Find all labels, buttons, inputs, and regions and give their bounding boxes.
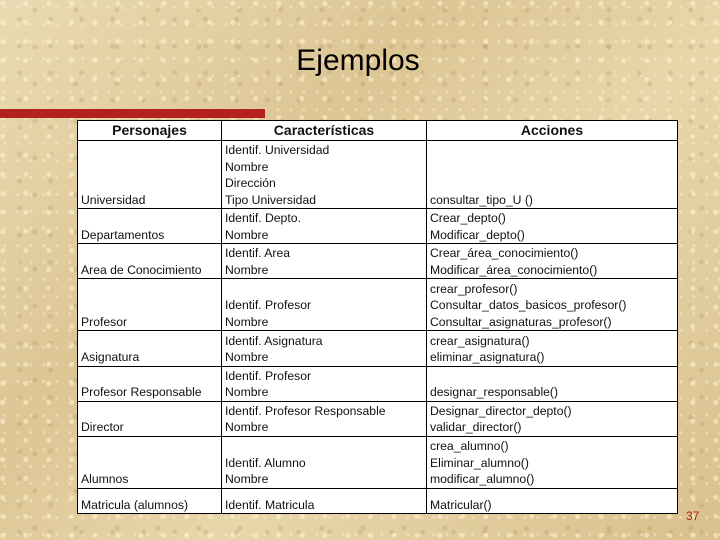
caracteristicas-cell: [222, 279, 427, 331]
accion-line: crea_alumno(): [430, 439, 509, 454]
caracteristicas-cell: [222, 436, 427, 488]
accion-line: Eliminar_alumno(): [430, 455, 529, 470]
header-personajes: Personajes: [78, 121, 222, 141]
examples-table: [77, 120, 678, 514]
caracteristica-line: Nombre: [225, 262, 269, 277]
table-row: [78, 331, 678, 366]
caracteristica-line: Identif. Alumno: [225, 455, 306, 470]
caracteristicas-cell: [222, 141, 427, 209]
caracteristicas-cell: [222, 488, 427, 513]
accion-line: crear_asignatura(): [430, 333, 530, 348]
caracteristica-line: Identif. Profesor: [225, 368, 312, 383]
caracteristica-line: Tipo Universidad: [225, 192, 316, 207]
accion-line: Matricular(): [430, 497, 492, 512]
caracteristica-line: Identif. Matricula: [225, 497, 315, 512]
caracteristica-line: Nombre: [225, 420, 269, 435]
caracteristica-line: Identif. Profesor Responsable: [225, 403, 386, 418]
accion-line: Crear_área_conocimiento(): [430, 246, 579, 261]
caracteristica-line: Identif. Depto.: [225, 211, 301, 226]
caracteristica-line: Identif. Asignatura: [225, 333, 323, 348]
accent-bar: [0, 109, 265, 118]
slide-title: Ejemplos: [296, 44, 420, 77]
table-row: [78, 366, 678, 401]
acciones-cell: [427, 436, 678, 488]
acciones-cell: [427, 209, 678, 244]
acciones-cell: [427, 488, 678, 513]
table-header-row: [78, 121, 678, 141]
table-row: [78, 209, 678, 244]
acciones-cell: [427, 366, 678, 401]
acciones-cell: [427, 141, 678, 209]
accion-line: Designar_director_depto(): [430, 403, 572, 418]
caracteristica-line: Identif. Universidad: [225, 143, 330, 158]
accion-line: Consultar_datos_basicos_profesor(): [430, 298, 627, 313]
table-row: [78, 279, 678, 331]
accion-line: crear_profesor(): [430, 281, 518, 296]
acciones-cell: [427, 401, 678, 436]
accion-line: Crear_depto(): [430, 211, 506, 226]
personaje-cell: Director: [78, 401, 222, 436]
caracteristica-line: Identif. Profesor: [225, 298, 312, 313]
header-acciones: Acciones: [427, 121, 678, 141]
personaje-cell: Asignatura: [78, 331, 222, 366]
personaje-cell: Profesor: [78, 279, 222, 331]
accion-line: Modificar_área_conocimiento(): [430, 262, 598, 277]
accion-line: validar_director(): [430, 420, 522, 435]
personaje-cell: Profesor Responsable: [78, 366, 222, 401]
caracteristica-line: Nombre: [225, 472, 269, 487]
table-row: [78, 401, 678, 436]
personaje-cell: Alumnos: [78, 436, 222, 488]
caracteristicas-cell: [222, 244, 427, 279]
table-row: [78, 436, 678, 488]
acciones-cell: [427, 279, 678, 331]
accion-line: eliminar_asignatura(): [430, 350, 545, 365]
table-container: [77, 120, 677, 514]
caracteristicas-cell: [222, 209, 427, 244]
caracteristica-line: Nombre: [225, 385, 269, 400]
accion-line: modificar_alumno(): [430, 472, 535, 487]
accion-line: Consultar_asignaturas_profesor(): [430, 314, 612, 329]
caracteristicas-cell: [222, 401, 427, 436]
personaje-cell: Departamentos: [78, 209, 222, 244]
personaje-cell: Universidad: [78, 141, 222, 209]
caracteristica-line: Nombre: [225, 159, 269, 174]
acciones-cell: [427, 244, 678, 279]
accion-line: designar_responsable(): [430, 385, 559, 400]
caracteristica-line: Nombre: [225, 227, 269, 242]
accion-line: Modificar_depto(): [430, 227, 525, 242]
table-row: [78, 141, 678, 209]
caracteristica-line: Dirección: [225, 176, 276, 191]
caracteristica-line: Nombre: [225, 314, 269, 329]
page-number: 37: [686, 509, 700, 523]
acciones-cell: [427, 331, 678, 366]
caracteristica-line: Nombre: [225, 350, 269, 365]
accion-line: consultar_tipo_U (): [430, 192, 533, 207]
caracteristicas-cell: [222, 366, 427, 401]
table-row: [78, 244, 678, 279]
personaje-cell: Matricula (alumnos): [78, 488, 222, 513]
table-row: [78, 488, 678, 513]
caracteristica-line: Identif. Area: [225, 246, 291, 261]
caracteristicas-cell: [222, 331, 427, 366]
header-caracteristicas: Características: [222, 121, 427, 141]
personaje-cell: Area de Conocimiento: [78, 244, 222, 279]
